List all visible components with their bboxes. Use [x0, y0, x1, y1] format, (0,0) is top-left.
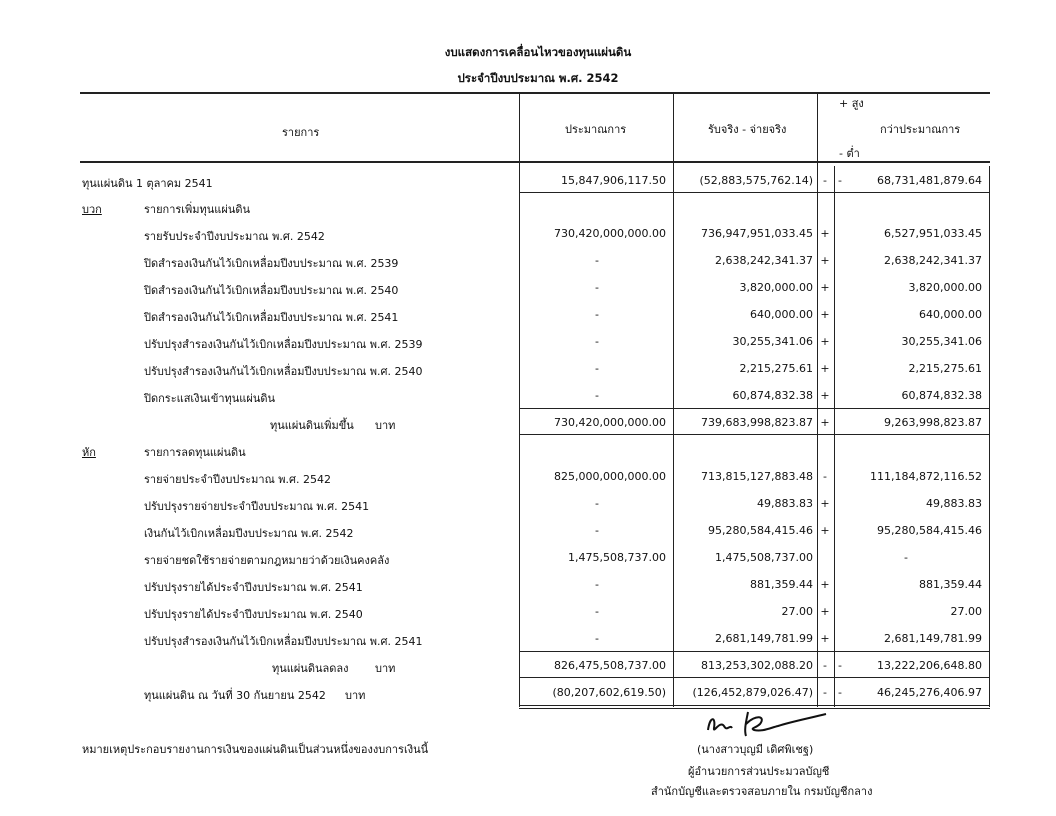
less-row-diff: 49,883.83 — [926, 497, 982, 510]
less-row-budget: - — [595, 497, 599, 510]
less-row-actual: 1,475,508,737.00 — [715, 551, 813, 564]
add-total-diff: 9,263,998,823.87 — [884, 416, 982, 429]
add-row-diff: 2,638,242,341.37 — [884, 254, 982, 267]
add-row-budget: - — [595, 389, 599, 402]
less-row-sign: + — [820, 605, 830, 618]
add-prefix: บวก — [82, 203, 102, 216]
closing-diff: 46,245,276,406.97 — [877, 686, 982, 699]
add-row-actual: 30,255,341.06 — [732, 335, 813, 348]
add-total-bottom-rule — [519, 434, 990, 435]
less-row-label: รายจ่ายชดใช้รายจ่ายตามกฎหมายว่าด้วยเงินคงคลัง — [144, 554, 390, 567]
less-row-actual: 49,883.83 — [757, 497, 813, 510]
less-row-budget: - — [595, 605, 599, 618]
opening-label: ทุนแผ่นดิน 1 ตุลาคม 2541 — [82, 177, 213, 190]
add-row-label: ปรับปรุงสำรองเงินกันไว้เบิกเหลื่อมปีงบประมาณ พ.ศ. 2539 — [144, 338, 423, 351]
less-heading: รายการลดทุนแผ่นดิน — [144, 446, 246, 459]
add-total-budget: 730,420,000,000.00 — [554, 416, 666, 429]
less-total-unit: บาท — [375, 662, 396, 675]
opening-actual: (52,883,575,762.14) — [699, 174, 813, 187]
add-row-diff: 3,820,000.00 — [908, 281, 982, 294]
less-row-actual: 881,359.44 — [750, 578, 813, 591]
add-row-sign: + — [820, 335, 830, 348]
less-row-diff: 95,280,584,415.46 — [877, 524, 982, 537]
closing-actual: (126,452,879,026.47) — [692, 686, 813, 699]
header-budget: ประมาณการ — [565, 123, 627, 136]
add-row-budget: - — [595, 362, 599, 375]
header-diff: กว่าประมาณการ — [880, 123, 961, 136]
signatory-name: (นางสาวบุญมี เดิศพิเชฐ) — [697, 743, 814, 756]
add-row-label: รายรับประจำปีงบประมาณ พ.ศ. 2542 — [144, 230, 325, 243]
opening-budget: 15,847,906,117.50 — [561, 174, 666, 187]
less-row-budget: - — [595, 632, 599, 645]
signatory-position: ผู้อำนวยการส่วนประมวลบัญชี — [688, 765, 830, 778]
header-item: รายการ — [282, 126, 320, 139]
add-row-budget: - — [595, 335, 599, 348]
less-row-budget: 825,000,000,000.00 — [554, 470, 666, 483]
add-row-actual: 736,947,951,033.45 — [701, 227, 813, 240]
opening-sign-2: - — [838, 174, 842, 187]
less-row-sign: + — [820, 524, 830, 537]
col-divider-4 — [834, 166, 835, 707]
add-row-diff: 60,874,832.38 — [901, 389, 982, 402]
less-total-diff: 13,222,206,648.80 — [877, 659, 982, 672]
add-row-sign: + — [820, 254, 830, 267]
less-row-sign: - — [823, 470, 827, 483]
add-row-sign: + — [820, 308, 830, 321]
add-row-actual: 2,638,242,341.37 — [715, 254, 813, 267]
less-row-sign: + — [820, 632, 830, 645]
add-row-actual: 60,874,832.38 — [732, 389, 813, 402]
add-row-label: ปิดสำรองเงินกันไว้เบิกเหลื่อมปีงบประมาณ พ.ศ. 2541 — [144, 311, 399, 324]
add-row-label: ปรับปรุงสำรองเงินกันไว้เบิกเหลื่อมปีงบประมาณ พ.ศ. 2540 — [144, 365, 423, 378]
add-row-budget: - — [595, 281, 599, 294]
less-row-actual: 95,280,584,415.46 — [708, 524, 813, 537]
less-row-sign: + — [820, 578, 830, 591]
add-row-diff: 2,215,275.61 — [908, 362, 982, 375]
less-total-actual: 813,253,302,088.20 — [701, 659, 813, 672]
less-row-budget: 1,475,508,737.00 — [568, 551, 666, 564]
add-total-top-rule — [519, 408, 990, 409]
less-row-diff: - — [904, 551, 908, 564]
document-subtitle: ประจำปีงบประมาณ พ.ศ. 2542 — [457, 71, 619, 85]
less-row-budget: - — [595, 578, 599, 591]
less-total-budget: 826,475,508,737.00 — [554, 659, 666, 672]
add-row-actual: 3,820,000.00 — [739, 281, 813, 294]
less-total-label: ทุนแผ่นดินลดลง — [272, 662, 349, 675]
less-row-label: ปรับปรุงรายได้ประจำปีงบประมาณ พ.ศ. 2540 — [144, 608, 363, 621]
add-heading: รายการเพิ่มทุนแผ่นดิน — [144, 203, 251, 216]
add-total-unit: บาท — [375, 419, 396, 432]
add-row-diff: 6,527,951,033.45 — [884, 227, 982, 240]
less-row-diff: 111,184,872,116.52 — [870, 470, 982, 483]
less-total-top-rule — [519, 651, 990, 652]
add-row-actual: 2,215,275.61 — [739, 362, 813, 375]
closing-unit: บาท — [345, 689, 366, 702]
less-row-actual: 27.00 — [781, 605, 813, 618]
add-row-budget: 730,420,000,000.00 — [554, 227, 666, 240]
less-row-sign: + — [820, 497, 830, 510]
less-row-label: ปรับปรุงสำรองเงินกันไว้เบิกเหลื่อมปีงบประมาณ พ.ศ. 2541 — [144, 635, 423, 648]
less-row-label: เงินกันไว้เบิกเหลื่อมปีงบประมาณ พ.ศ. 2542 — [144, 527, 354, 540]
less-total-sign-2: - — [838, 659, 842, 672]
add-total-actual: 739,683,998,823.87 — [701, 416, 813, 429]
add-row-label: ปิดสำรองเงินกันไว้เบิกเหลื่อมปีงบประมาณ พ.ศ. 2539 — [144, 257, 399, 270]
opening-rule — [519, 192, 990, 193]
closing-label: ทุนแผ่นดิน ณ วันที่ 30 กันยายน 2542 — [144, 689, 326, 702]
less-row-label: ปรับปรุงรายได้ประจำปีงบประมาณ พ.ศ. 2541 — [144, 581, 363, 594]
less-row-label: รายจ่ายประจำปีงบประมาณ พ.ศ. 2542 — [144, 473, 331, 486]
header-actual: รับจริง - จ่ายจริง — [708, 123, 787, 136]
col-divider-5 — [989, 166, 990, 707]
less-row-actual: 713,815,127,883.48 — [701, 470, 813, 483]
header-minus: - ต่ำ — [839, 147, 860, 160]
add-row-budget: - — [595, 308, 599, 321]
less-row-diff: 881,359.44 — [919, 578, 982, 591]
less-row-diff: 2,681,149,781.99 — [884, 632, 982, 645]
add-row-actual: 640,000.00 — [750, 308, 813, 321]
less-prefix: หัก — [82, 446, 96, 459]
closing-sign-2: - — [838, 686, 842, 699]
add-total-label: ทุนแผ่นดินเพิ่มขึ้น — [270, 419, 354, 432]
add-row-diff: 640,000.00 — [919, 308, 982, 321]
add-row-sign: + — [820, 362, 830, 375]
closing-sign: - — [823, 686, 827, 699]
document-title: งบแสดงการเคลื่อนไหวของทุนแผ่นดิน — [444, 45, 632, 59]
handwritten-signature — [700, 706, 840, 742]
add-row-budget: - — [595, 254, 599, 267]
less-total-bottom-rule — [519, 677, 990, 678]
add-row-sign: + — [820, 389, 830, 402]
opening-diff: 68,731,481,879.64 — [877, 174, 982, 187]
add-row-label: ปิดกระแสเงินเข้าทุนแผ่นดิน — [144, 392, 276, 405]
less-total-sign: - — [823, 659, 827, 672]
opening-sign: - — [823, 174, 827, 187]
less-row-budget: - — [595, 524, 599, 537]
add-row-sign: + — [820, 227, 830, 240]
less-row-diff: 27.00 — [950, 605, 982, 618]
add-row-diff: 30,255,341.06 — [901, 335, 982, 348]
add-total-sign: + — [820, 416, 830, 429]
closing-budget: (80,207,602,619.50) — [552, 686, 666, 699]
header-plus: + สูง — [839, 97, 864, 110]
col-divider-3 — [817, 93, 818, 707]
add-row-sign: + — [820, 281, 830, 294]
less-row-actual: 2,681,149,781.99 — [715, 632, 813, 645]
add-row-label: ปิดสำรองเงินกันไว้เบิกเหลื่อมปีงบประมาณ พ.ศ. 2540 — [144, 284, 399, 297]
signatory-office: สำนักบัญชีและตรวจสอบภายใน กรมบัญชีกลาง — [651, 785, 873, 798]
less-row-label: ปรับปรุงรายจ่ายประจำปีงบประมาณ พ.ศ. 2541 — [144, 500, 370, 513]
footnote: หมายเหตุประกอบรายงานการเงินของแผ่นดินเป็นส่วนหนึ่งของงบการเงินนี้ — [82, 743, 429, 756]
